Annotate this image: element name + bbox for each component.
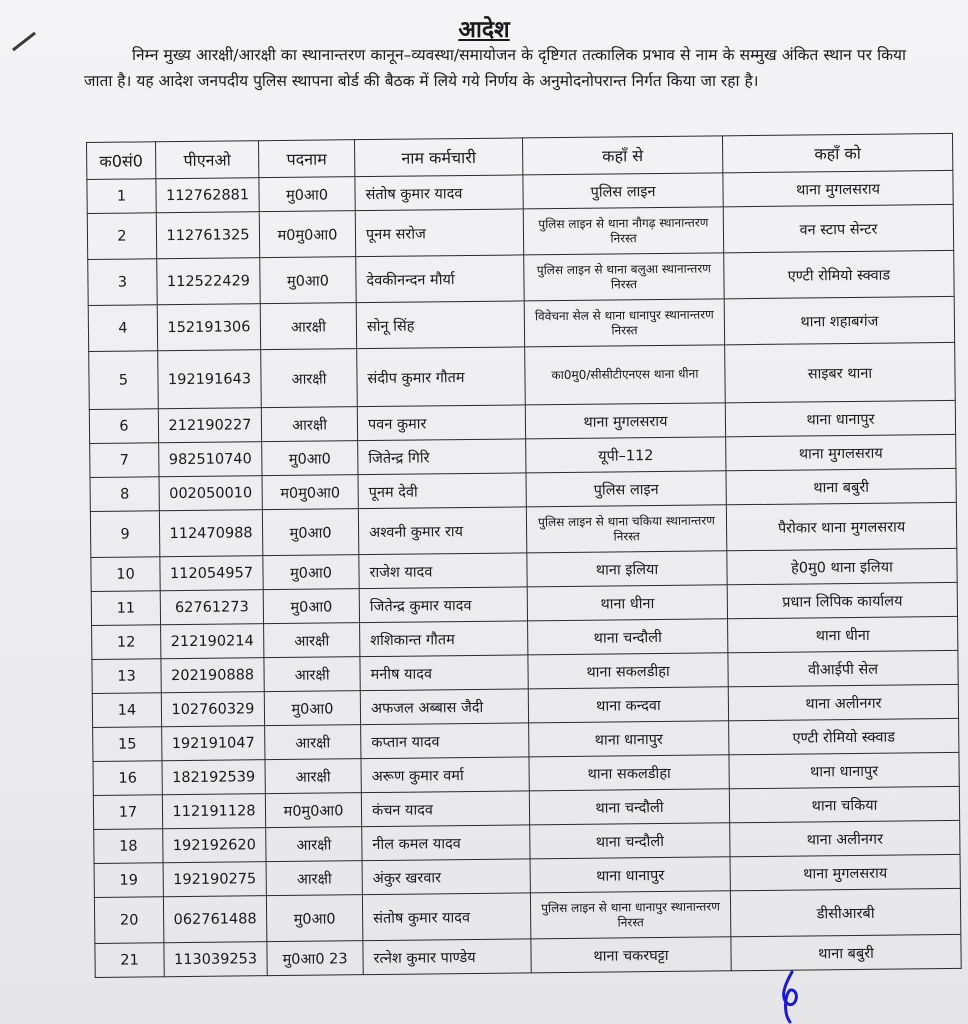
cell-designation: म0मु0आ0 xyxy=(262,475,358,510)
cell-name: रत्नेश कुमार पाण्डेय xyxy=(363,939,531,975)
cell-from: विवेचना सेल से थाना धानापुर स्थानान्तरण निरस्त xyxy=(524,299,724,347)
cell-name: संतोष कुमार यादव xyxy=(355,175,523,211)
cell-from: का0मु0/सीसीटीएनएस थाना धीना xyxy=(525,345,726,405)
cell-serial: 4 xyxy=(88,305,157,352)
header-to: कहाँ को xyxy=(722,133,952,172)
cell-to: थाना अलीनगर xyxy=(730,820,960,856)
cell-pno: 062761488 xyxy=(163,896,266,943)
cell-designation: मु0आ0 xyxy=(260,257,356,304)
cell-designation: मु0आ0 xyxy=(263,589,359,624)
cell-name: पवन कुमार xyxy=(357,405,525,441)
cell-pno: 113039253 xyxy=(164,942,267,977)
cell-to: वीआईपी सेल xyxy=(728,650,958,686)
cell-serial: 10 xyxy=(91,557,160,592)
cell-pno: 212190227 xyxy=(158,408,261,443)
table-body xyxy=(87,170,961,977)
cell-designation: मु0आ0 23 xyxy=(267,941,363,976)
cell-to: एण्टी रोमियो स्क्वाड xyxy=(724,250,954,298)
cell-from: पुलिस लाइन xyxy=(526,471,726,507)
cell-pno: 62761273 xyxy=(160,590,263,625)
cell-from: पुलिस लाइन से थाना नौगढ़ स्थानान्तरण निरस्त xyxy=(523,207,723,255)
cell-designation: आरक्षी xyxy=(266,861,362,896)
cell-serial: 12 xyxy=(92,625,161,660)
cell-pno: 002050010 xyxy=(159,476,262,511)
cell-from: थाना धानापुर xyxy=(530,857,730,893)
cell-name: राजेश यादव xyxy=(359,553,527,589)
cell-pno: 112054957 xyxy=(160,556,263,591)
cell-serial: 9 xyxy=(90,511,159,558)
cell-name: सोनू सिंह xyxy=(356,301,524,349)
cell-name: पूनम सरोज xyxy=(355,209,523,257)
cell-name: संतोष कुमार यादव xyxy=(362,893,530,941)
cell-name: कंचन यादव xyxy=(361,791,529,827)
cell-from: थाना इलिया xyxy=(527,551,727,587)
cell-name: कप्तान यादव xyxy=(361,723,529,759)
header-from: कहाँ से xyxy=(522,136,722,175)
cell-to: थाना बबुरी xyxy=(726,468,956,504)
cell-serial: 7 xyxy=(90,443,159,478)
cell-pno: 202190888 xyxy=(161,658,264,693)
cell-designation: आरक्षी xyxy=(265,725,361,760)
cell-from: पुलिस लाइन से थाना बलुआ स्थानान्तरण निरस्त xyxy=(524,253,724,301)
cell-designation: आरक्षी xyxy=(265,759,361,794)
cell-designation: आरक्षी xyxy=(264,623,360,658)
cell-pno: 112191128 xyxy=(162,794,265,829)
cell-to: प्रधान लिपिक कार्यालय xyxy=(727,582,957,618)
cell-to: थाना धानापुर xyxy=(729,752,959,788)
cell-from: थाना धीना xyxy=(527,585,727,621)
cell-designation: मु0आ0 xyxy=(262,441,358,476)
cell-designation: आरक्षी xyxy=(264,657,360,692)
cell-serial: 6 xyxy=(89,409,158,444)
cell-serial: 11 xyxy=(91,591,160,626)
cell-name: अश्वनी कुमार राय xyxy=(358,507,526,555)
cell-name: नील कमल यादव xyxy=(362,825,530,861)
table-row xyxy=(89,342,956,409)
title-text: आदेश xyxy=(458,17,510,43)
cell-designation: म0मु0आ0 xyxy=(259,211,355,258)
cell-pno: 982510740 xyxy=(159,442,262,477)
cell-serial: 15 xyxy=(93,727,162,762)
cell-to: डीसीआरबी xyxy=(730,888,960,936)
cell-designation: आरक्षी xyxy=(266,827,362,862)
header-serial: क0सं0 xyxy=(87,142,156,180)
cell-designation: मु0आ0 xyxy=(262,509,358,556)
cell-pno: 192192620 xyxy=(163,828,266,863)
cell-from: पुलिस लाइन से थाना धानापुर स्थानान्तरण निरस्त xyxy=(530,891,730,939)
cell-pno: 112762881 xyxy=(156,178,259,213)
cell-pno: 152191306 xyxy=(157,304,260,351)
header-designation: पदनाम xyxy=(258,140,354,178)
cell-to: पैरोकार थाना मुगलसराय xyxy=(726,502,956,550)
cell-to: थाना धानापुर xyxy=(725,400,955,436)
cell-serial: 13 xyxy=(92,659,161,694)
cell-to: थाना मुगलसराय xyxy=(730,854,960,890)
cell-name: अफजल अब्बास जैदी xyxy=(360,689,528,725)
cell-serial: 2 xyxy=(87,213,156,260)
cell-to: थाना धीना xyxy=(728,616,958,652)
cell-serial: 8 xyxy=(90,477,159,512)
cell-from: थाना चकरघट्टा xyxy=(531,937,731,973)
cell-to: थाना मुगलसराय xyxy=(726,434,956,470)
cell-designation: आरक्षी xyxy=(261,349,358,408)
cell-serial: 18 xyxy=(94,829,163,864)
transfer-table xyxy=(86,133,962,978)
cell-pno: 212190214 xyxy=(161,624,264,659)
cell-pno: 112761325 xyxy=(156,212,259,259)
cell-to: साइबर थाना xyxy=(725,342,956,402)
cell-to: एण्टी रोमियो स्क्वाड xyxy=(729,718,959,754)
cell-to: थाना बबुरी xyxy=(731,934,961,970)
order-paragraph xyxy=(84,42,906,94)
cell-name: मनीष यादव xyxy=(360,655,528,691)
cell-designation: आरक्षी xyxy=(260,303,356,350)
cell-designation: आरक्षी xyxy=(261,407,357,442)
cell-from: थाना धानापुर xyxy=(529,721,729,757)
cell-pno: 112470988 xyxy=(159,510,262,557)
cell-from: पुलिस लाइन से थाना चकिया स्थानान्तरण निरस्त xyxy=(526,505,726,553)
cell-from: थाना सकलडीहा xyxy=(529,755,729,791)
cell-to: थाना मुगलसराय xyxy=(723,170,953,206)
cell-name: संदीप कुमार गौतम xyxy=(357,347,526,407)
paragraph-text: निम्न मुख्य आरक्षी/आरक्षी का स्थानान्तरण कानून–व्यवस्था/समायोजन के दृष्टिगत तत्कालिक प्रभाव से नाम के सम्मुख अंकित स्थान पर किया जाता है। यह आदेश जनपदीय पुलिस स्थापना बोर्ड की बैठक में लिये गये निर्णय के अनुमोदनोपरान्त निर्गत किया जा रहा है। xyxy=(84,46,906,90)
cell-to: थाना शहाबगंज xyxy=(724,296,954,344)
cell-designation: म0मु0आ0 xyxy=(265,793,361,828)
cell-serial: 1 xyxy=(87,179,156,214)
cell-from: थाना मुगलसराय xyxy=(525,403,725,439)
cell-name: शशिकान्त गौतम xyxy=(360,621,528,657)
cell-serial: 21 xyxy=(95,943,164,978)
cell-name: अंकुर खरवार xyxy=(362,859,530,895)
cell-pno: 182192539 xyxy=(162,760,265,795)
cell-pno: 192191643 xyxy=(158,350,262,409)
cell-serial: 3 xyxy=(88,259,157,306)
cell-from: थाना चन्दौली xyxy=(529,789,729,825)
cell-to: थाना चकिया xyxy=(729,786,959,822)
cell-name: अरूण कुमार वर्मा xyxy=(361,757,529,793)
cell-pno: 102760329 xyxy=(161,692,264,727)
cell-from: थाना चन्दौली xyxy=(528,619,728,655)
header-pno: पीएनओ xyxy=(156,141,259,179)
cell-serial: 5 xyxy=(89,351,159,410)
cell-designation: मु0आ0 xyxy=(259,177,355,212)
cell-serial: 19 xyxy=(94,863,163,898)
cell-from: यूपी–112 xyxy=(526,437,726,473)
cell-from: थाना कन्दवा xyxy=(528,687,728,723)
cell-to: वन स्टाप सेन्टर xyxy=(723,204,953,252)
cell-serial: 20 xyxy=(94,897,163,944)
cell-name: जितेन्द्र गिरि xyxy=(358,439,526,475)
signature-mark xyxy=(770,968,830,1024)
cell-name: जितेन्द्र कुमार यादव xyxy=(359,587,527,623)
cell-pno: 192191047 xyxy=(162,726,265,761)
cell-designation: मु0आ0 xyxy=(263,555,359,590)
cell-to: हे0मु0 थाना इलिया xyxy=(727,548,957,584)
header-employee-name: नाम कर्मचारी xyxy=(354,138,522,177)
document-title xyxy=(0,12,968,44)
cell-pno: 112522429 xyxy=(157,258,260,305)
cell-from: थाना सकलडीहा xyxy=(528,653,728,689)
cell-from: थाना चन्दौली xyxy=(530,823,730,859)
cell-to: थाना अलीनगर xyxy=(728,684,958,720)
cell-name: देवकीनन्दन मौर्या xyxy=(356,255,524,303)
cell-serial: 16 xyxy=(93,761,162,796)
cell-name: पूनम देवी xyxy=(358,473,526,509)
cell-designation: मु0आ0 xyxy=(266,895,362,942)
cell-from: पुलिस लाइन xyxy=(523,173,723,209)
cell-serial: 14 xyxy=(92,693,161,728)
cell-serial: 17 xyxy=(93,795,162,830)
cell-designation: मु0आ0 xyxy=(264,691,360,726)
cell-pno: 192190275 xyxy=(163,862,266,897)
